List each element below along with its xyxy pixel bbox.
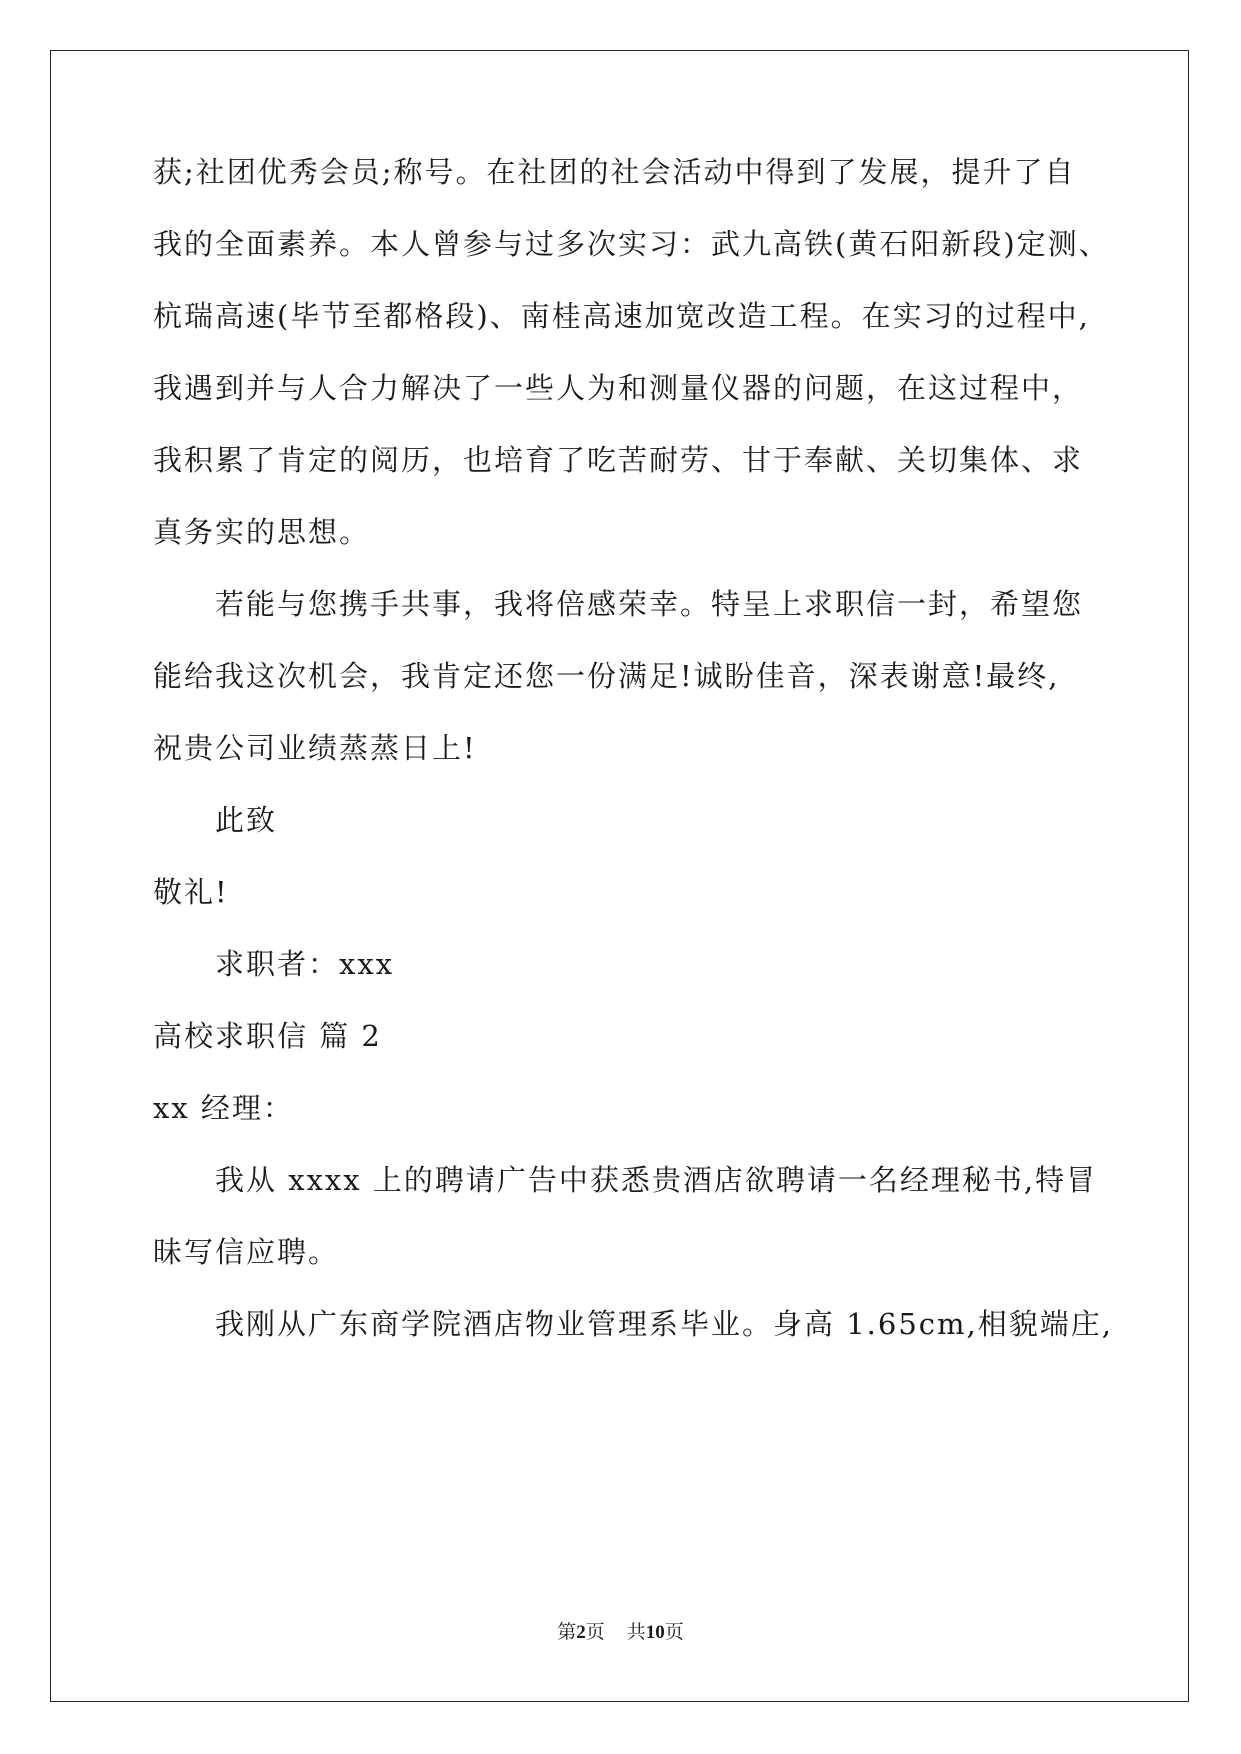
body-line-1: 获;社团优秀会员;称号。在社团的社会活动中得到了发展，提升了自 [153,155,1076,189]
page-footer [0,1620,1241,1645]
closing-salutation: 此致 [215,803,278,837]
body-line-6: 真务实的思想。 [153,515,371,549]
page-number: 2 [576,1622,586,1643]
total-suffix: 页 [664,1621,684,1643]
body-line-2: 我的全面素养。本人曾参与过多次实习：武九高铁(黄石阳新段)定测、 [153,227,1110,261]
body-line-7: 若能与您携手共事，我将倍感荣幸。特呈上求职信一封，希望您 [215,587,1084,621]
body-line-5: 我积累了肯定的阅历，也培育了吃苦耐劳、甘于奉献、关切集体、求 [153,443,1084,477]
signature-line: 求职者：xxx [215,947,395,981]
body-line-8: 能给我这次机会，我肯定还您一份满足!诚盼佳音，深表谢意!最终, [153,659,1060,693]
letter-greeting: xx 经理： [153,1091,294,1125]
total-prefix: 共 [626,1621,646,1643]
body-line-15: 我从 xxxx 上的聘请广告中获悉贵酒店欲聘请一名经理秘书,特冒 [215,1163,1098,1197]
body-line-17: 我刚从广东商学院酒店物业管理系毕业。身高 1.65cm,相貌端庄, [215,1307,1113,1341]
closing-regards: 敬礼! [153,875,229,909]
body-line-9: 祝贵公司业绩蒸蒸日上! [153,731,477,765]
body-line-16: 昧写信应聘。 [153,1235,340,1269]
body-line-4: 我遇到并与人合力解决了一些人为和测量仪器的问题，在这过程中， [153,371,1084,405]
page-suffix: 页 [585,1621,605,1643]
total-pages: 10 [645,1622,665,1643]
body-line-3: 杭瑞高速(毕节至都格段)、南桂高速加宽改造工程。在实习的过程中, [153,299,1090,333]
section-heading: 高校求职信 篇 2 [153,1019,382,1053]
page-prefix: 第 [557,1621,577,1643]
